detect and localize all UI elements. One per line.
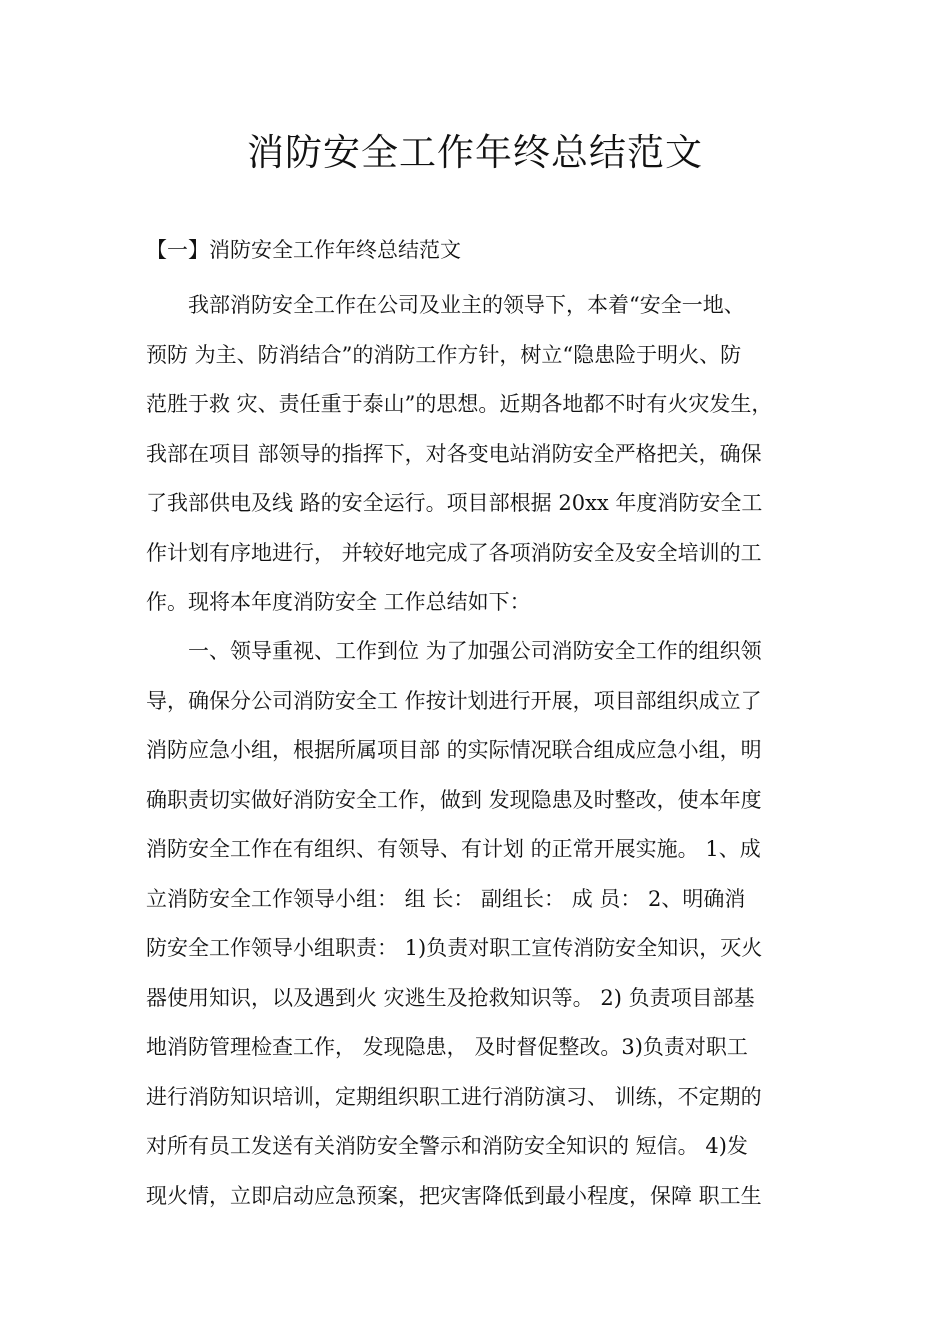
paragraph-line: 导，确保分公司消防安全工 作按计划进行开展，项目部组织成立了 xyxy=(146,688,762,713)
paragraph-line: 了我部供电及线 路的安全运行。项目部根据 20xx 年度消防安全工 xyxy=(146,491,763,515)
paragraph-line: 确职责切实做好消防安全工作，做到 发现隐患及时整改，使本年度 xyxy=(146,787,762,812)
paragraph-line: 现火情，立即启动应急预案，把灾害降低到最小程度，保障 职工生 xyxy=(146,1183,762,1208)
paragraph-line: 作。现将本年度消防安全 工作总结如下： xyxy=(146,590,531,614)
section-heading: 【一】消防安全工作年终总结范文 xyxy=(146,238,461,262)
paragraph-line: 地消防管理检查工作， 发现隐患， 及时督促整改。3)负责对职工 xyxy=(146,1035,748,1059)
document-title: 消防安全工作年终总结范文 xyxy=(247,131,703,174)
paragraph-line: 我部在项目 部领导的指挥下，对各变电站消防安全严格把关，确保 xyxy=(146,441,762,466)
paragraph-line: 对所有员工发送有关消防安全警示和消防安全知识的 短信。 4)发 xyxy=(146,1134,748,1158)
paragraph-line: 范胜于救 灾、责任重于泰山”的思想。近期各地都不时有火灾发生， xyxy=(146,392,773,416)
paragraph-line: 预防 为主、防消结合”的消防工作方针，树立“隐患险于明火、防 xyxy=(146,342,742,367)
paragraph-line: 我部消防安全工作在公司及业主的领导下，本着“安全一地、 xyxy=(188,293,745,317)
paragraph-line: 进行消防知识培训，定期组织职工进行消防演习、 训练，不定期的 xyxy=(146,1084,762,1109)
paragraph-section-one xyxy=(146,633,818,1227)
paragraph-line: 立消防安全工作领导小组： 组 长： 副组长： 成 员： 2、明确消 xyxy=(146,886,746,911)
paragraph-line: 消防安全工作在有组织、有领导、有计划 的正常开展实施。 1、成 xyxy=(146,837,761,861)
paragraph-intro xyxy=(146,287,818,634)
paragraph-line: 一、领导重视、工作到位 为了加强公司消防安全工作的组织领 xyxy=(188,639,762,663)
paragraph-line: 器使用知识，以及遇到火 灾逃生及抢救知识等。 2) 负责项目部基 xyxy=(146,985,755,1010)
paragraph-line: 作计划有序地进行， 并较好地完成了各项消防安全及安全培训的工 xyxy=(146,540,762,565)
paragraph-line: 消防应急小组，根据所属项目部 的实际情况联合组成应急小组，明 xyxy=(146,738,762,762)
paragraph-line: 防安全工作领导小组职责： 1)负责对职工宣传消防安全知识，灭火 xyxy=(146,936,763,960)
